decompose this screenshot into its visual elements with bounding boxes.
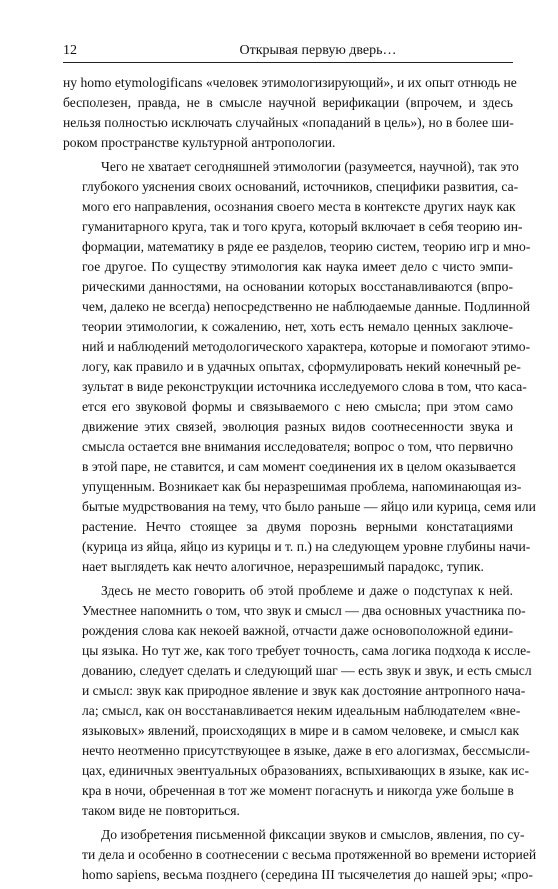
- text-line: роком пространстве культурной антропологии.: [63, 135, 336, 150]
- text-line: мого его направления, осознания своего места в контексте других наук как: [82, 199, 516, 214]
- paragraph: [63, 825, 537, 885]
- text-line: бесполезен, правда, не в смысле научной верификации (впрочем, и здесь: [63, 95, 513, 110]
- text-line: движение этих связей, эволюция разных видов соотнесенности звука и: [82, 419, 513, 434]
- book-page: [63, 40, 537, 889]
- text-line: глубокого уяснения своих оснований, источников, специфики развития, са-: [82, 179, 519, 194]
- text-line: теории этимологии, к сожалению, нет, хоть есть немало ценных заключе-: [82, 319, 513, 334]
- text-line: нечто неотменно присутствующее в языке, даже в его алогизмах, бессмысли-: [82, 743, 530, 758]
- text-line: чем, далеко не всегда) непосредственно не наблюдаемые данные. Подлинной: [82, 299, 531, 314]
- paragraph: [63, 73, 517, 153]
- text-line: бытые мудрствования на тему, что было раньше — яйцо или курица, семя или: [82, 499, 536, 514]
- text-line: гуманитарного круга, так и того круга, который включает в себя теорию ин-: [82, 219, 523, 234]
- text-line: ний и наблюдений методологического характера, которые и помогают этимо-: [82, 339, 531, 354]
- text-line: логу, как правило и в удачных опытах, сформулировать некий конечный ре-: [82, 359, 521, 374]
- text-line: в этой паре, не ставится, и сам момент соединения их в целом оказывается: [82, 459, 516, 474]
- text-line: homo sapiens, весьма позднего (середина III тысячелетия до нашей эры; «про-: [82, 867, 533, 882]
- text-line: нает выглядеть как нечто алогичное, неразрешимый парадокс, тупик.: [82, 559, 484, 574]
- text-line: растение. Нечто стоящее за двумя порознь верными констатациями: [82, 519, 513, 534]
- page-number: 12: [63, 43, 77, 58]
- paragraph: [63, 581, 532, 821]
- paragraph: [63, 157, 536, 577]
- text-line: ла; смысл, как он восстанавливается неким идеальным наблюдателем «вне-: [82, 703, 521, 718]
- text-line: языковых» явлений, происходящих в мире и в самом человеке, и смысл как: [82, 723, 520, 738]
- text-line: Уместнее напомнить о том, что звук и смысл — два основных участника по-: [82, 603, 526, 618]
- text-line: цы языка. Но тут же, как того требует точность, сама логика подхода к иссле-: [82, 643, 531, 658]
- text-line: формации, математику в ряде ее разделов, теорию систем, теорию игр и мно-: [82, 239, 531, 254]
- body-text: [63, 73, 537, 885]
- text-line: рождения слова как некоей важной, отчасти даже основоположной едини-: [82, 623, 513, 638]
- text-line: дованию, следует сделать и следующий шаг — есть звук и звук, и есть смысл: [82, 663, 532, 678]
- text-line: зультат в виде реконструкции источника исследуемого слова в том, что каса-: [82, 379, 527, 394]
- running-header: [63, 40, 513, 63]
- text-line: ну homo etymologificans «человек этимологизирующий», и их опыт отнюдь не: [63, 75, 517, 90]
- text-line: кра в ночи, обреченная в тот же момент погаснуть и никогда уже больше в: [82, 783, 514, 798]
- text-line: Здесь не место говорить об этой проблеме и даже о подступах к ней.: [101, 583, 513, 598]
- text-line: ется его звуковой формы и связываемого с нею смысла; при этом само: [82, 399, 513, 414]
- text-line: цах, единичных эвентуальных образованиях, вспыхивающих в языке, как ис-: [82, 763, 529, 778]
- text-line: Чего не хватает сегодняшней этимологии (разумеется, научной), так это: [101, 159, 519, 174]
- running-title: Открывая первую дверь…: [239, 43, 397, 58]
- text-line: и смысл: звук как природное явление и звук как достояние антропного нача-: [82, 683, 526, 698]
- text-line: нельзя полностью исключать случайных «попаданий в цель»), но в более ши-: [63, 115, 514, 130]
- text-line: (курица из яйца, яйцо из курицы и т. п.) на следующем уровне глубины начи-: [82, 539, 531, 554]
- text-line: рическими данностями, на основании которых восстанавливаются (впро-: [82, 279, 513, 294]
- text-line: До изобретения письменной фиксации звуков и смыслов, явления, по су-: [101, 827, 525, 842]
- text-line: смысла остается вне внимания исследователя; вопрос о том, что первично: [82, 439, 513, 454]
- text-line: ти дела и особенно в соотнесении с весьма протяженной во времени историей: [82, 847, 537, 862]
- text-line: упущенным. Возникает как бы неразрешимая проблема, напоминающая из-: [82, 479, 522, 494]
- text-line: гое другое. По существу этимология как наука имеет дело с чисто эмпи-: [82, 259, 513, 274]
- text-line: таком виде не повториться.: [82, 803, 240, 818]
